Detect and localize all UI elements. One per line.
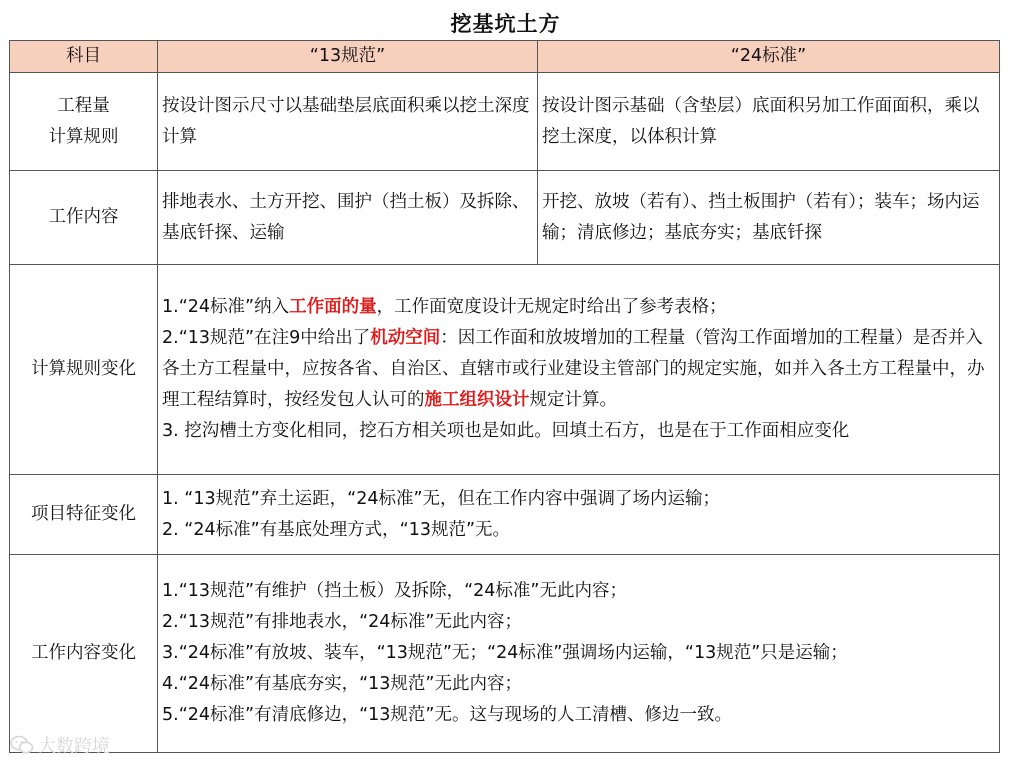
- header-24-standard: “24标准”: [538, 41, 1000, 73]
- content-change-content: [158, 555, 1000, 753]
- cell-24-standard: 按设计图示基础（含垫层）底面积另加工作面面积，乘以挖土深度，以体积计算: [538, 73, 1000, 171]
- row-label-feature-change: 项目特征变化: [10, 475, 158, 555]
- highlight-text: 施工组织设计: [424, 390, 530, 410]
- rule-change-content: [158, 265, 1000, 475]
- highlight-text: 工作面的量: [289, 297, 377, 317]
- watermark: [10, 732, 110, 758]
- highlight-text: 机动空间: [370, 328, 441, 348]
- table-row: [10, 475, 1000, 555]
- wechat-icon: [10, 735, 34, 755]
- label-line: 计算规则: [48, 126, 119, 147]
- item-text: 1.“24标准”纳入: [162, 297, 290, 317]
- list-item: [162, 292, 995, 323]
- feature-change-content: [158, 475, 1000, 555]
- table-row: [10, 265, 1000, 475]
- list-item: 3. 挖沟槽土方变化相同，挖石方相关项也是如此。回填土石方，也是在于工作面相应变化: [162, 421, 850, 441]
- table-row: [10, 555, 1000, 753]
- item-text: 规定计算。: [529, 390, 617, 410]
- watermark-text: 大数跨境: [38, 736, 110, 757]
- row-label-content-change: 工作内容变化: [10, 555, 158, 753]
- cell-13-spec: 排地表水、土方开挖、围护（挡土板）及拆除、基底钎探、运输: [158, 171, 538, 265]
- table-header-row: [10, 41, 1000, 73]
- list-item: [162, 323, 995, 416]
- comparison-table: [9, 40, 1000, 753]
- list-item: 3.“24标准”有放坡、装车，“13规范”无；“24标准”强调场内运输，“13规范”只是运输；: [162, 643, 848, 663]
- label-line: 工程量: [57, 95, 110, 116]
- list-item: 4.“24标准”有基底夯实，“13规范”无此内容；: [162, 674, 522, 694]
- header-13-spec: “13规范”: [158, 41, 538, 73]
- table-row: [10, 73, 1000, 171]
- header-subject: 科目: [10, 41, 158, 73]
- item-text: 2.“13规范”在注9中给出了: [162, 328, 371, 348]
- item-text: ：因工作面和放坡增加的工程量（管沟工作面增加的工程量）是否并入各土方工程量中，应按各省、自治区、直辖市或行业建设主管部门的规定实施，如并入各土方工程量中，办理工程结算时，按经发包人认可的: [162, 328, 985, 410]
- row-label-quantity-rule: [10, 73, 158, 171]
- item-text: ，工作面宽度设计无规定时给出了参考表格；: [376, 297, 727, 317]
- cell-24-standard: 开挖、放坡（若有）、挡土板围护（若有）；装车；场内运输；清底修边；基底夯实；基底钎探: [538, 171, 1000, 265]
- row-label-work-content: 工作内容: [10, 171, 158, 265]
- list-item: 2.“13规范”有排地表水，“24标准”无此内容；: [162, 612, 522, 632]
- list-item: 1. “13规范”弃土运距，“24标准”无，但在工作内容中强调了场内运输；: [162, 488, 721, 509]
- cell-13-spec: 按设计图示尺寸以基础垫层底面积乘以挖土深度计算: [158, 73, 538, 171]
- row-label-rule-change: 计算规则变化: [10, 265, 158, 475]
- document-title: 挖基坑土方: [450, 12, 561, 36]
- list-item: 5.“24标准”有清底修边，“13规范”无。这与现场的人工清槽、修边一致。: [162, 705, 732, 725]
- list-item: 1.“13规范”有维护（挡土板）及拆除，“24标准”无此内容；: [162, 581, 627, 601]
- list-item: 2. “24标准”有基底处理方式，“13规范”无。: [162, 519, 511, 540]
- table-row: [10, 171, 1000, 265]
